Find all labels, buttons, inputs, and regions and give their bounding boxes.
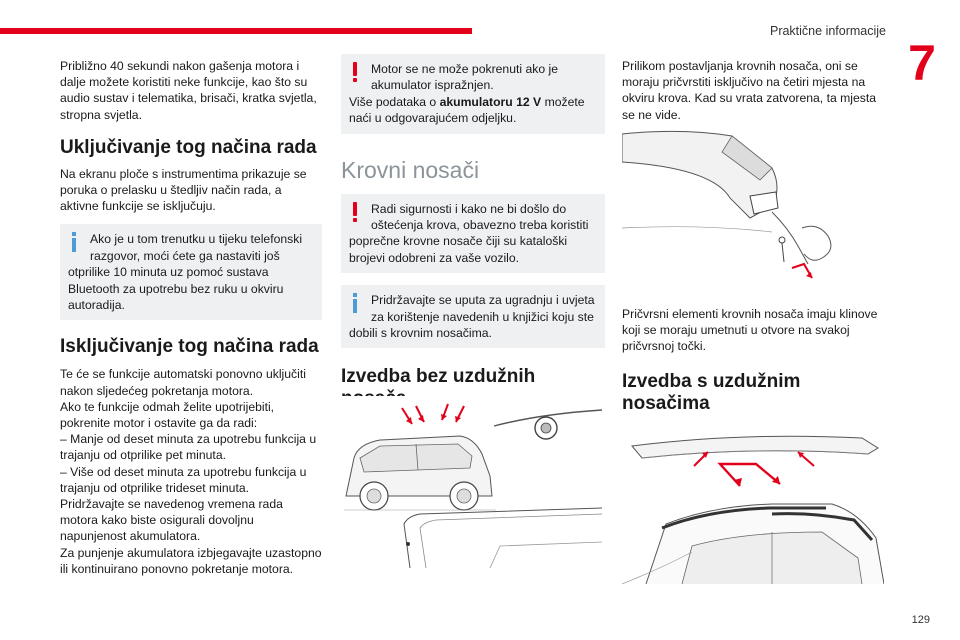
info-icon <box>70 232 78 252</box>
heading-enable: Uključivanje tog načina rada <box>60 136 317 158</box>
info-box-install <box>341 285 605 348</box>
column-3 <box>622 58 886 123</box>
warning-icon <box>351 202 359 222</box>
disable-line: Ako te funkcije odmah želite upotrijebiti, pokrenite motor i ostavite ga da radi: <box>60 399 275 431</box>
heading-disable: Isključivanje tog načina rada <box>60 336 319 358</box>
heading-with-rails: Izvedba s uzdužnim nosačima <box>622 370 801 414</box>
warning-box-roof-first: Radi sigurnosti i kako ne bi došlo do oštećenja krova, obavezno treba koristiti <box>371 201 589 233</box>
disable-line: – Manje od deset minuta za upotrebu funkcija u trajanju od otprilike pet minuta. <box>60 432 317 463</box>
header-accent-bar <box>0 28 472 34</box>
column-2 <box>341 54 605 410</box>
car-without-rails-illustration <box>340 396 604 568</box>
warning-box-roof <box>341 194 605 274</box>
disable-text <box>60 366 322 577</box>
battery-link-text: akumulatoru 12 V <box>439 94 542 109</box>
heading-roof-racks: Krovni nosači <box>341 156 480 183</box>
disable-line: Pridržavajte se navedenog vremena rada motora kako biste osigurali dovoljnu napunjenost akumulatora. <box>60 497 283 544</box>
enable-paragraph: Na ekranu ploče s instrumentima prikazuje se poruka o prelasku u štedljiv način rada, a aktivne funkcije se isključuju. <box>60 166 307 214</box>
install-paragraph: Prilikom postavljanja krovnih nosača, oni se moraju pričvrstiti isključivo na četiri mjesta na okviru krova. Kad su vrata zatvorena, ta mjesta se ne vide. <box>622 59 877 122</box>
chapter-number: 7 <box>908 35 936 91</box>
disable-line: – Više od deset minuta za upotrebu funkcija u trajanju od otprilike trideset minuta. <box>60 464 307 495</box>
info-box-rest: otprilike 10 minuta uz pomoć sustava Bluetooth za upotrebu bez ruku u okviru autoradija. <box>68 265 284 313</box>
info-box-phone <box>60 224 322 320</box>
info-icon <box>351 293 359 313</box>
info-box-first-line: Ako je u tom trenutku u tijeku telefonski razgovor, moći ćete ga nastaviti još <box>90 232 303 263</box>
car-with-rails-illustration <box>622 428 884 584</box>
info-box-install-first: Pridržavajte se uputa za ugradnju i uvjeta za korištenje navedenih u knjižici koju ste <box>371 293 595 324</box>
fixing-point-illustration <box>622 128 884 292</box>
disable-line: Te će se funkcije automatski ponovno uključiti nakon sljedećeg pokretanja motora. <box>60 367 306 398</box>
intro-paragraph: Približno 40 sekundi nakon gašenja motora i dalje možete koristiti neke funkcije, kao što su audio sustav i telematika, brisači, kratka svjetla, stropna svjetla. <box>60 59 317 122</box>
warning-box-first: Motor se ne može pokrenuti ako je akumulator ispražnjen. <box>371 62 558 93</box>
warning-box-more: Više podataka o akumulatoru 12 V možete naći u odgovarajućem odjeljku. <box>349 94 585 126</box>
info-box-install-rest: dobili s krovnim nosačima. <box>349 326 492 341</box>
heading-without-rails: Izvedba bez uzdužnih nosača <box>341 366 536 410</box>
disable-line: Za punjenje akumulatora izbjegavajte uzastopno ili kontinuirano ponovno pokretanje motora. <box>60 545 322 576</box>
column-3-lower <box>622 306 886 415</box>
column-1 <box>60 58 322 577</box>
fixing-paragraph: Pričvrsni elementi krovnih nosača imaju klinove koji se moraju umetnuti u otvore na svakoj pričvrsnoj točki. <box>622 307 878 354</box>
warning-box-roof-rest: poprečne krovne nosače čiji su kataloški brojevi odobreni za vaše vozilo. <box>349 234 568 265</box>
warning-box-battery <box>341 54 605 134</box>
warning-icon <box>351 62 359 82</box>
page-number: 129 <box>911 614 930 626</box>
section-title: Praktične informacije <box>769 24 886 38</box>
